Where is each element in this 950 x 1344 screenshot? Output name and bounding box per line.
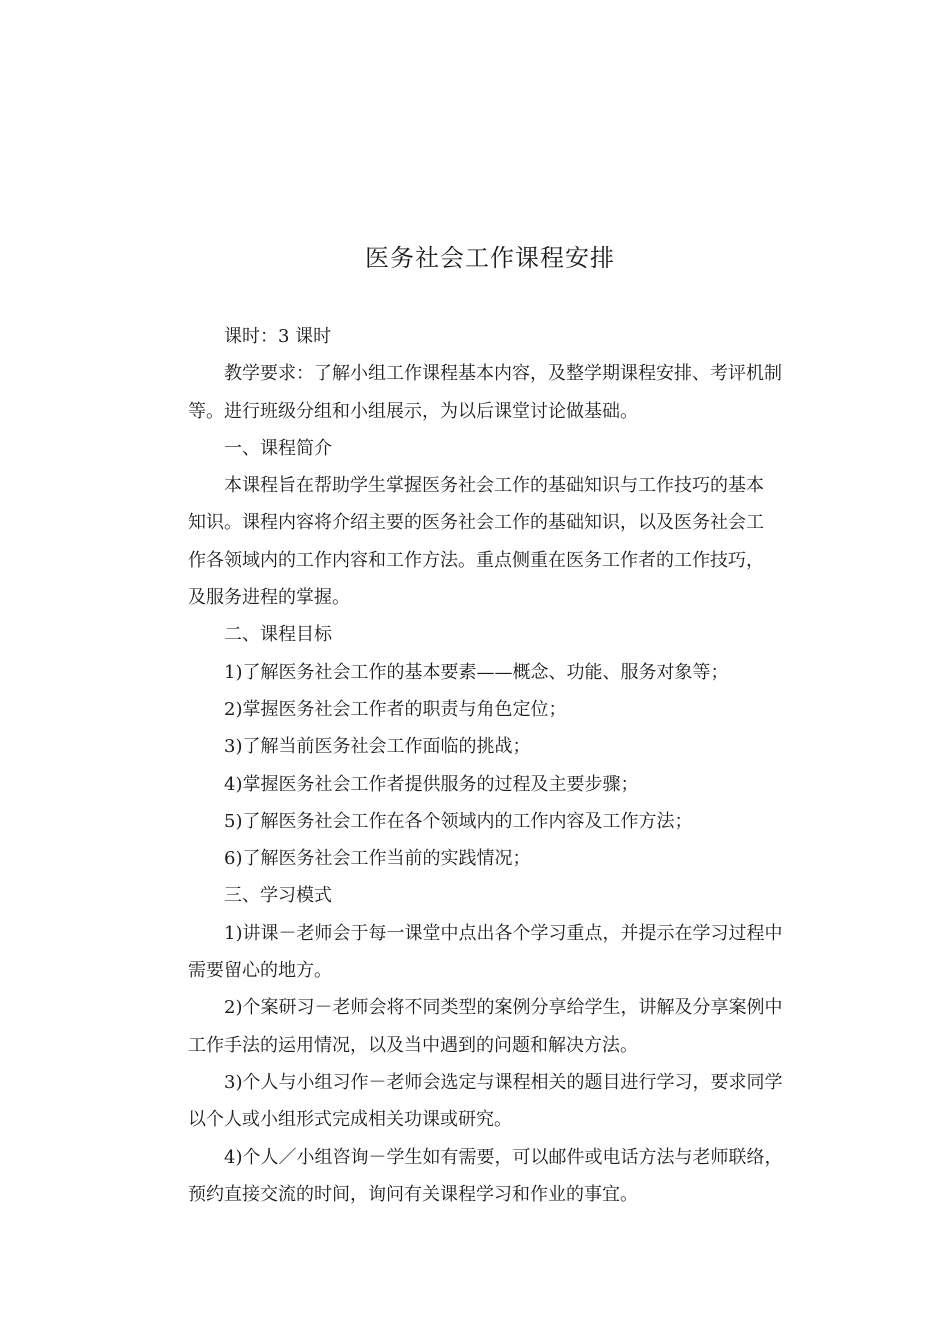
text-line: 本课程旨在帮助学生掌握医务社会工作的基础知识与工作技巧的基本	[224, 475, 764, 497]
list-item: 3)了解当前医务社会工作面临的挑战；	[224, 736, 531, 758]
list-item: 5)了解医务社会工作在各个领域内的工作内容及工作方法；	[224, 810, 693, 832]
list-item: 4)个人／小组咨询－学生如有需要，可以邮件或电话方法与老师联络，	[224, 1146, 783, 1168]
text-line: 知识。课程内容将介绍主要的医务社会工作的基础知识，以及医务社会工	[188, 512, 764, 534]
text-line: 作各领域内的工作内容和工作方法。重点侧重在医务工作者的工作技巧，	[188, 549, 764, 571]
list-item: 1)讲课－老师会于每一课堂中点出各个学习重点，并提示在学习过程中	[224, 922, 783, 944]
text-line: 课时：3 课时	[224, 326, 332, 347]
list-item: 2)掌握医务社会工作者的职责与角色定位；	[224, 698, 567, 720]
list-item: 2)个案研习－老师会将不同类型的案例分享给学生，讲解及分享案例中	[224, 997, 783, 1019]
list-item: 4)掌握医务社会工作者提供服务的过程及主要步骤；	[224, 773, 639, 795]
text-line: 教学要求：了解小组工作课程基本内容，及整学期课程安排、考评机制	[224, 363, 782, 385]
document-title: 医务社会工作课程安排	[365, 244, 615, 272]
document-body	[188, 318, 838, 1213]
text-line: 需要留心的地方。	[188, 960, 332, 982]
section-heading: 一、课程简介	[224, 437, 332, 459]
text-line: 及服务进程的掌握。	[188, 587, 350, 609]
text-line: 预约直接交流的时间，询问有关课程学习和作业的事宜。	[188, 1183, 638, 1205]
list-item: 6)了解医务社会工作当前的实践情况；	[224, 848, 531, 870]
section-heading: 二、课程目标	[224, 624, 332, 646]
text-line: 等。进行班级分组和小组展示，为以后课堂讨论做基础。	[188, 400, 638, 422]
section-heading: 三、学习模式	[224, 885, 332, 907]
list-item: 3)个人与小组习作－老师会选定与课程相关的题目进行学习，要求同学	[224, 1071, 783, 1093]
list-item: 1)了解医务社会工作的基本要素——概念、功能、服务对象等；	[224, 661, 729, 683]
text-line: 以个人或小组形式完成相关功课或研究。	[188, 1109, 512, 1131]
text-line: 工作手法的运用情况，以及当中遇到的问题和解决方法。	[188, 1034, 638, 1056]
